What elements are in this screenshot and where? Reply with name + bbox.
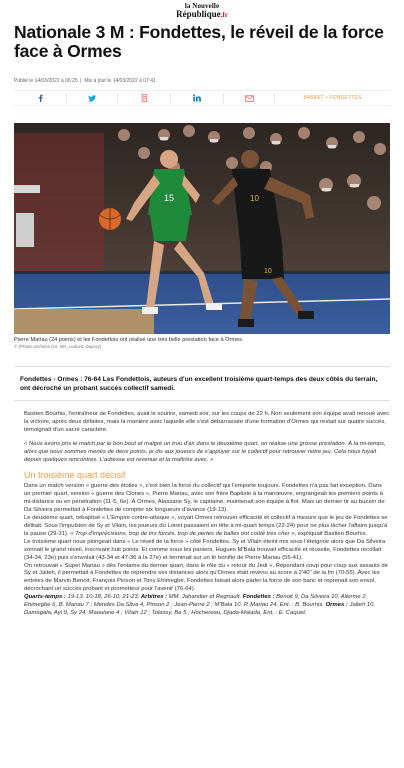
quote-paragraph: « Nous avons pris le match par le bon bout et malgré un trou d'air dans le deuxième quart, on réalise une grosse prestation. À la mi-temps, alors que nous sommes menés de deux points, je dis aux joueurs de s'appuyer sur le collectif pour retrouver notre jeu. Cela nous fuyait depuis quelques rencontres. L'adresse est revenue et la maîtrise avec. » — [24, 440, 386, 463]
masthead — [0, 0, 404, 20]
article-photo — [14, 123, 390, 334]
updated-date: Mis à jour le 14/03/2022 à 07:41 — [84, 78, 156, 84]
linkedin-icon — [193, 94, 201, 102]
article-body — [24, 411, 390, 464]
ormes-label: Ormes : — [325, 602, 348, 609]
paragraph: Bastien Bourhis, l'entraîneur de Fondettes, avait le sourire, samedi soir, sur les coups de 22 h. Non seulement son équipe avait renoué avec la victoire, après deux défaites, mais la manière avec laquelle elle s'est débarrassée d'une formation d'Ormes qui restait sur quatre succès, témoignait d'un sacré caractère. — [24, 411, 390, 433]
article-body-continued — [24, 483, 390, 617]
game-stats — [24, 594, 390, 618]
photo-credit: © (Photo archives cor. NR, Ludovic Dupraz) — [14, 344, 102, 349]
svg-text:15: 15 — [164, 193, 175, 203]
inline-quote: « Trop d'imprécisions, trop de tirs forcés, trop de pertes de balles ont coûté très cher » — [70, 530, 295, 537]
svg-text:10: 10 — [250, 194, 259, 203]
logo-line-2 — [176, 10, 228, 19]
logo-suffix: .fr — [220, 11, 228, 19]
fondettes-text: Benoit 9, Da Silveira 10, Allerme 2, Ehimegbe 6, B. Mariau 7 ; Mendes Da Silva 4, Pinson 2 ; Jean-Pierre 2 ; M'Bala 10, P. Mariau 24. Ent. : B. Bourhis. — [24, 594, 368, 609]
photo-caption: Pierre Mariau (24 points) et les Fondettois ont réalisé une très belle prestation face à Ormes. — [14, 337, 244, 343]
article-title: Nationale 3 M : Fondettes, le réveil de la force face à Ormes — [14, 22, 384, 61]
print-button[interactable] — [118, 90, 170, 106]
referees-label: Arbitres : — [140, 594, 168, 601]
article-tags[interactable]: BASKET • FONDETTES — [303, 95, 362, 101]
twitter-share-button[interactable] — [67, 90, 117, 106]
paragraph-text: , expliquait Bastien Bourhis. — [294, 530, 368, 537]
twitter-icon — [88, 95, 96, 102]
paragraph: Le troisième quart nous plongeait dans « Le réveil de la force » côté Fondettes. Sy et Vilain éteint mis sous l'éteignoir alors que Da Silveira sonnait le grand réveil, inscrivant huit points. Et comme sous les paniers, Hugues M'Bala trouvait efficacité et réussite, Fondettes recollait (34-34, 23e) puis s'envolait (43-34 et 47-36 à la 27e) et terminait sur un tir bonifié de Pierre Mariau (55-41). — [24, 538, 386, 561]
site-logo[interactable] — [176, 3, 228, 19]
fondettes-label: Fondettes : — [242, 594, 275, 601]
stats-label: Quarts-temps : — [24, 594, 66, 601]
mail-share-button[interactable] — [224, 90, 274, 106]
ormes-text: Jaiteh 10, Damagala, Ayi 9, Sy 24, Maoulane 4 ; Vilain 12 ; Tolassy, Ba 5 ; Hochereau, Djada-Malada. Ent. : E. Caquet. — [24, 602, 376, 616]
paragraph-text: Le deuxième quart, rebaptisé « L'Empire contre-attaque », voyait Ormes retrouver efficacité et collectif à mesure que le jeu de Fondettes se délitait. Sous l'impulsion de Sy et Vilain, les joueurs du Loiret passaient en tête à mi-quart temps (22-24) pour ne plus lâcher l'affaire jusqu'à la pause (29-31). — [24, 515, 388, 537]
facebook-share-button[interactable] — [14, 90, 66, 106]
paragraph: On retrouvait « Super Mariau » dès l'entame du dernier quart, dans le rôle du « retour du Jedi ». Répondant coup pour coup aux assauts de Sy et Jaiteh, il permettait à Fondettes de reprendre ses distances alors qu'Ormes était revenu au score à 2'40'' de la fin (70-55). Avec les entrées de Marvin Benoit, François Pinson et Tony Ehimegbe, Fondettes faisait alors parler la force de son banc et reprenait son envol, décrochant un succès probant et prometteur pour l'avenir (76-64). — [24, 562, 388, 593]
svg-text:10: 10 — [264, 268, 272, 275]
print-icon — [141, 94, 148, 102]
section-subhead: Un troisième quart décisif — [24, 470, 126, 481]
paragraph — [24, 515, 390, 539]
published-date: Publié le 14/03/2022 à 06:25 — [14, 78, 78, 84]
linkedin-share-button[interactable] — [171, 90, 223, 106]
logo-name: République — [176, 9, 221, 19]
referees-text: MM. Jahandier et Regnault. — [167, 594, 243, 601]
article-lead: Fondettes - Ormes : 76-64 Les Fondettois, auteurs d'un excellent troisième quart-temps des deux côtés du terrain, ont décroché un probant succès collectif samedi. — [14, 366, 390, 401]
mail-icon — [245, 95, 254, 102]
logo-line-1: la Nouvelle — [184, 2, 220, 10]
stats-text: 19-13, 10-18, 26-10, 21-23. — [65, 594, 141, 601]
share-bar — [14, 90, 390, 106]
paragraph: Dans un match version « guerre des étoiles », c'est bien la force du collectif qui l'emporte toujours. Fondettes n'a pas fait exception. Dans un premier quart, version « guerre des Clones », Pierre Mariau, avec son frère Baptiste à la manœuvre, engrangeait les premiers points à mi-distance ou en pénétration (11-5, 6e). À Ormes, Alassane Sy, le capitaine, maintenait son équipe à flot. Mais un dernier tir au buzzer de Da Silveira permettait à Fondettes de compter six longueurs d'avance (19-13). — [24, 483, 385, 514]
facebook-icon — [37, 94, 44, 102]
article-meta — [14, 78, 404, 86]
meta-separator: | — [79, 78, 81, 84]
